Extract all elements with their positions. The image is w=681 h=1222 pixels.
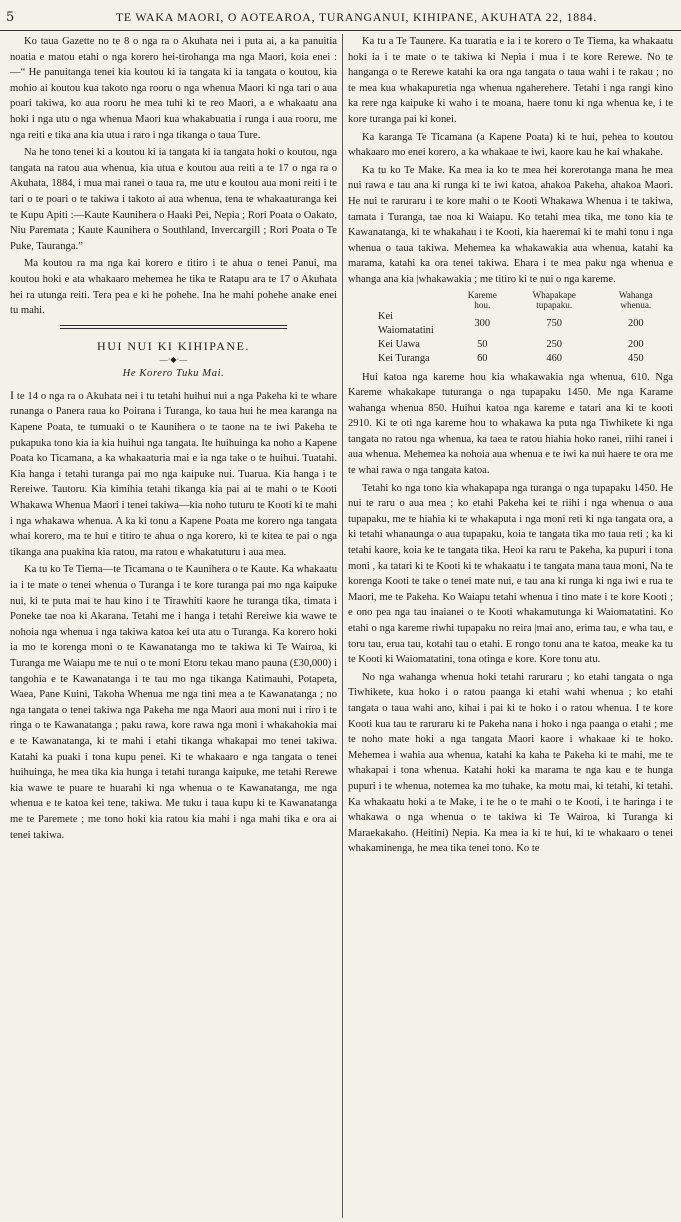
table-row (374, 352, 673, 366)
chairman-paragraph: Ka karanga Te Ticamana (a Kapene Poata) ki te hui, pehea to koutou whakaaro mo enei korero, a ka whakaae te iwi, kaore kau he kai whakahe. (348, 131, 673, 159)
newspaper-title: TE WAKA MAORI, O AOTEAROA, TURANGANUI, KIHIPANE, AKUHATA 22, 1884. (115, 10, 598, 24)
table-cell: Kei Turanga (378, 352, 430, 364)
make-paragraph: Ka tu ko Te Make. Ka mea ia ko te mea hei korerotanga mana he mea nui rawa e tau ana ki runga ki te iwi katoa, ahakoa Pakeha, ahakoa Maori. He nui te raruraru i te kore mahi o te Kooti Whakawa Whenua i te takiwa, tamata i Turanga, tae noa ki Waiapu. Ko tetahi mea tika, me tono kia te Kawanatanga, ki te whakahau i te Kooti, kia haeremai ki te mahi tonu i nga whenua o taua takiwa. Mehemea ka whakawakia aua whenua, katahi ka marama, katahi ka ora tenei takiwa. Ehara i te mea paku nga whenua e whanga ana kia |whakawakia ; me titiro ki te nui o nga kareme. (348, 164, 673, 285)
section-title: HUI NUI KI KIHIPANE. (97, 338, 250, 353)
table-cell: Kei Uawa (378, 338, 420, 350)
table-header: Whapakape tupapaku. (532, 289, 576, 310)
table-header: Wahanga whenua. (618, 289, 653, 310)
taunere-paragraph: Ka tu a Te Taunere. Ka tuaratia e ia i te korero o Te Tiema, ka whakaatu hoki ia i te mate o te takiwa ki Nepia i mua i te kore Rerewe. No te hanganga o te Rerewe katahi ka ora nga tangata o taua wahi i te rakau ; no te mea kua whakapuretia nga whenua ngaherehere. Tetahi i nga rangi kino ka rere nga kaipuke ki waho i te moana, haere tonu ki nga whenua ke, i te kore turanga pai ki konei. (348, 36, 673, 125)
meeting-paragraph (10, 388, 337, 561)
claims-total-paragraph: Hui katoa nga kareme hou kia whakawakia nga whenua, 610. Nga Kareme whakakape tuturanga o nga tupapaku 1450. Me nga Karame wahanga whenua 850. Huihui katoa nga kareme e tatari ana ki te kooti 2910. Ki te oti nga kareme hou to whakawa ka puta nga Tiwhikete ki nga tangata no ratou nga whenua, ka taea te ratou hiahia hoko ranei, riihi ranei i aua whenua. Mehemea ka nohoia aua whenua e te iwi ka nui haere te ora me te whai rawa o nga tangata katoa. (348, 371, 673, 477)
drop-cap: I (10, 387, 14, 402)
rates-paragraph: Na he tono tenei ki a koutou ki ia tangata ki ia tangata hoki o koutou, nga tangata na ratou aua whenua, kia utua e koutou aua reiti a te 17 o nga ra o Akuhata, 1884, i mua mai ranei o taua ra, me utu e koutou aua moni reiti i te tari o te poari o te takiwa i takoto ai aua whenua, tena te whakaaturanga kei te Kupu Apiti :—Kaute Kaunihera o Haaki Pei, Nepia ; Rori Poata o Oakato, Niu Paremata ; Kaute Kaunihera o Southland, Invercargill ; Rori Poata o Te Puke, Tauranga.” (10, 147, 337, 252)
left-column (10, 34, 337, 1218)
editor-comment-paragraph: Ma koutou ra ma nga kai korero e titiro i te ahua o tenei Panui, ma koutou hoki e ata whakaaro mehemea he tika te Ratapu ara te 17 o Akuhata hei ra utunga reiti. Tera pea e ki he pohehe. Ina he mahi pohehe anake enei tu mahi. (10, 258, 337, 317)
right-column (348, 34, 673, 1218)
tiema-paragraph: Ka tu ko Te Tiema—te Ticamana o te Kaunihera o te Kaute. Ka whakaatu ia i te mate o tenei whenua o Turanga i te kore turanga pai mo nga kaipuke nui, ki te puta mai te hau kino i te Tirawhiti kaore he turanga tika, timata i Poneke tae noa ki Akarana. Tetahi me i hanga i tetahi Rereiwe kia wawe te nohoia nga whenua i nga takiwa katoa kei uta atu o Turanga. Ka korero hoki ia mo te korenga moni o te Kawanatanga mo te takiwa ki Te Wairoa, ki Turanga me Waiapu me te nui o te moni Etoru tekau mano pauna (£30,000) i tangohia e te Kawanatanga i te tau mo nga tikanga Katimauhi, Potapeta, Waea, Pane Kuini, Takoha Whenua me nga tini mea a te Kawanatanga ; no nga tangata o tenei takiwa nga Pakeha me nga Maori aua moni nui i riro i te ringa o te Kawanatanga ; paku rawa, kore rawa nga moni i whakahokia mai e te Kawanatanga, ki te mahi i etahi tikanga whakapai mo tenei takiwa. Katahi ka puaki i tona kupu penei. Ki te whakaaro e nga tangata o tenei huihuinga, he mea tika kia hunga i tetahi turanga kaipuke, me tetahi Rerewe kia wawe te puare te huarahi ki nga whenua o te Kawanatanga, me nga whenua e te katoa kei tene, takiwa. Me tuku i taua kupu ki te Kawanatanga me te Paremete ; me tono hoki kia ratou kia mahi i nga mahi tika e ora ai tenei takiwa. (10, 564, 337, 841)
page-header (0, 8, 681, 31)
ornament: —·◆·— (159, 355, 188, 365)
table-cell: Kei Waiomatatini (378, 310, 434, 336)
table-cell: 60 (477, 352, 488, 364)
table-cell: 200 (628, 338, 644, 350)
table-header (374, 290, 455, 310)
column-divider (342, 34, 343, 1218)
gazette-paragraph: Ko taua Gazette no te 8 o nga ra o Akuhata nei i puta ai, a ka panuitia noatia e matou etahi o nga korero hei-tirohanga ma nga Maori, koia enei :—“ He panuitanga tenei kia koutou ki ia tangata ki ia tangata o koutou, kia mohio ai koutou kua takoto nga rooru o nga whenua Maori ki nga tari o aua poari takiwa, ko aua rooru he mea tuhi ki te reo Maori, a e whakaatu ana hoki i nga utu o nga whenua Maori kua whakabuatia i runga i aua rooru, me nga reiti e tika ana kia utua i raro i nga tikanga o taua Ture. (10, 36, 337, 141)
table-cell: 250 (546, 338, 562, 350)
table-cell: 50 (477, 338, 488, 350)
table-cell: 750 (546, 317, 562, 329)
meeting-text: te 14 o nga ra o Akuhata nei i tu tetahi huihui nui a nga Pakeha ki te whare runanga o Panera raua ko Poirana i Turanga, ko taua hui he mea karanga na Kapene Poata, te tumuaki o te Kaunihera o te taone na te iwi Pakeha te pukapuka tono kia ia kia huihui nga tangata. Ite huihuinga ka noho a Kapene Poata ko Ticamana, a ka whakaaturia mai e ia nga take o te huihui. Tuatahi. Kia hanga i tetahi turanga pai mo nga kaipuke nui. Tuarua. Kia hanga i te Rereiwe. Tautoru. Kia kimihia tetahi tikanga kia pai ai te mahi o te Kooti Whakawa Whenua Maori i tenei takiwa—kia noho tuturu te Kooti ki te mahi i nga whakawa whenua. A ka ki tonu a Kapene Poata me korero nga tangata whai korero, ma te hui e titiro te ahua o nga korero, ki te kitea te pai o nga tikanga ana puakina kia ratou, ma ratou e whakatuturu i aua mea. (10, 390, 337, 558)
table-header-row (374, 290, 673, 310)
section-subtitle: He Korero Tuku Mai. (122, 368, 225, 380)
table-row (374, 310, 673, 338)
page-number: 5 (6, 10, 15, 25)
section-divider (60, 325, 287, 329)
claims-table (374, 290, 673, 366)
table-header: Kareme hou. (467, 289, 497, 310)
table-row (374, 338, 673, 352)
table-cell: 460 (546, 352, 562, 364)
partitions-paragraph: No nga wahanga whenua hoki tetahi raruraru ; ko etahi tangata o nga Tiwhikete, kua hoko i o ratou paanga ki etahi wahi whenua ; ko etahi tangata o taua wahi ano, kihai i pai ki te hoko i o ratou whenua. I te kore Kooti kua tau te raruraru ki te Pakeha nana i hoko i nga paanga o etahi ; me te noho mate hoki a nga tangata Maori kaore i whakaae ki te hoko. Mehemea i wahia aua whenua, katahi ka kaha te Pakeha ki te mahi, me te whakapai i tona whenua. Katahi hoki ka marama te nga kau e te hunga pupuri i te whenua, notemea ka mo tuhake, ka motu mai, ki tetahi, ki tetahi. Ka whakaatu hoki a te Make, i te he o te mahi o te Kooti, i te haringa i te whakawa o nga whenua o te takiwa ki Te Wairoa, ki Turanga ki Maraekakaho. (Heitini) Nepia. Ka mea ia ki te hui, ki te whakaaro o tenei whakaminenga, he mea tika tenei tono. Ko te (348, 671, 673, 855)
table-cell: 300 (474, 317, 491, 329)
table-cell: 200 (628, 317, 644, 329)
table-cell: 450 (628, 352, 644, 364)
successors-paragraph: Tetahi ko nga tono kia whakapapa nga turanga o nga tupapaku 1450. He nui te raru o aua mea ; ko etahi Pakeha kei te riihi i nga whenua o aua tupapaku, me te hiahia ki te whakaputa i nga moni reti ki nga tangata ora, a ki tetahi whanaunga o aua tupapaku, koia te tangata tika mo taua reti ; ka ki tetahi kaore, koia ke te tangata tika. Heoi ka raru te Pakeha, ka pupuri i tona moni , ka tatari ki te Kooti ki te whakaatu i te tangata mana taua moni, Na te korenga Kooti te take o tenei mate nui, e tau ana ki runga ki nga iwi e rua te Maori, me te Pakeha. Ko Waiapu tetahi whenua i tino mate i te kore Kooti ; e ono pea nga tau inaianei o te Kooti whakamutunga ki Waiomatatini. Ko etahi o nga kareme riwhi tupapaku no reira |mai ano, erima tau, e wha tau, e toru tau, erua tau, kotahi tau o etahi. E rongo tonu ana te katoa, meake ka tu te Kooti ki Waiomatatini, tona otinga e kore. Kore tonu atu. (348, 482, 673, 666)
